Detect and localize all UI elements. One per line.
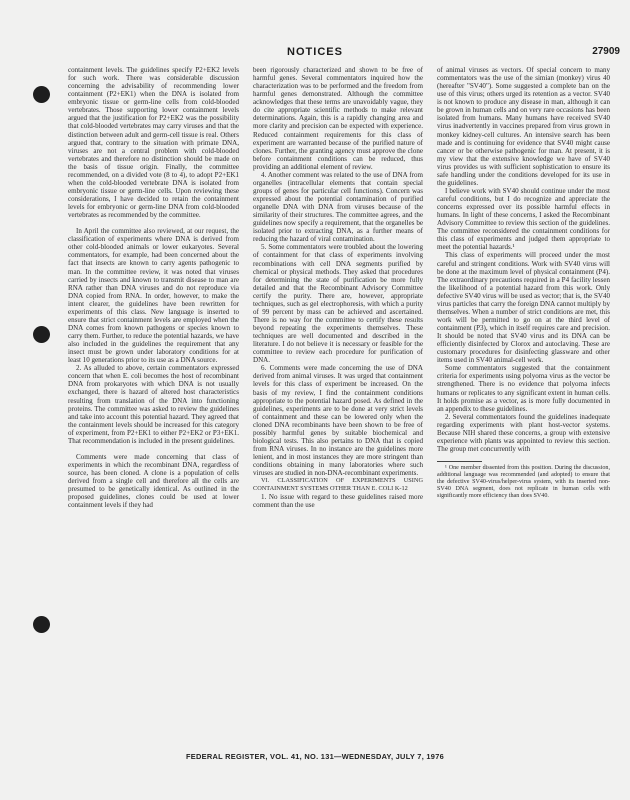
section-heading: VI. CLASSIFICATION OF EXPERIMENTS USING CONTAINMENT SYSTEMS OTHER THAN E. COLI K-12 [253, 477, 423, 493]
paragraph: Some commentators suggested that the containment criteria for experiments using polyoma virus as the vector be strengthened. There is no evidence that polyoma infects humans or replicates to any significant extent in human cells. It holds promise as a vector, as is more fully documented in an appendix to these guidelines. [437, 364, 610, 413]
binder-hole [33, 616, 50, 633]
page-title: NOTICES [287, 46, 343, 58]
page-footer: FEDERAL REGISTER, VOL. 41, NO. 131—WEDNESDAY, JULY 7, 1976 [185, 752, 445, 761]
paragraph: been rigorously characterized and shown to be free of harmful genes. Several commentators inquired how the characterization was to be performed and the freedom from harmful genes demonstrated. Although the committee acknowledges that these terms are unavoidably vague, they do cite appropriate scientific methods to make relevant determinations. Again, this is a rapidly changing area and more clarity and precision can be expected with experience. Reduced containment requirements for this class of experiment are warranted because of the purified nature of clones. Further, the granting agency must approve the clone before containment conditions can be reduced, thus providing an additional element of review. [253, 66, 423, 171]
paragraph: 2. Several commentators found the guidelines inadequate regarding experiments with plant host-vector systems. Because NIH shared these concerns, a group with extensive experience with plants was appointed to review this section. The group met concurrently with [437, 412, 610, 453]
page-number: 27909 [592, 46, 620, 57]
paragraph: This class of experiments will proceed under the most careful and stringent conditions. Work with SV40 virus will be done at the maximum level of physical containment (P4). The extraordinary precautions required in a P4 facility lessen the likelihood of a potential hazard from this work. Only defective SV40 virus will be used as vector; that is, the SV40 virus particles that carry the foreign DNA cannot multiply by themselves. When a number of strict conditions are met, this work will be permitted to go on at the third level of containment (P3), which in itself requires care and precision. It should be noted that SV40 virus and its DNA can be efficiently disinfected by Clorox and autoclaving. These are customary procedures for disinfecting glassware and other items used in SV40 animal-cell work. [437, 251, 611, 365]
footnote: ¹ One member dissented from this position. During the discussion, additional language was recommended (and adopted) to ensure that the defective SV40-virus/helper-virus system, with its inserted non-SV40 DNA segment, does not replicate in human cells with significantly more efficiency than does SV40. [437, 465, 610, 499]
paragraph: of animal viruses as vectors. Of special concern to many commentators was the use of the simian (monkey) virus 40 (hereafter "SV40"). Some suggested a complete ban on the use of this virus; others urged its retention as a vector. SV40 is not known to produce any disease in man, although it can be grown in human cells and on very rare occasions has been isolated from humans. Many humans have received SV40 virus inadvertently in vaccines prepared from virus grown in monkey kidney-cell cultures. An intensive search has been made and is continuing for evidence that SV40 might cause cancer or be otherwise pathogenic for man. At present, it is my view that the extensive knowledge we have of SV40 virus provides us with sufficient sophistication to ensure its safe handling under the conditions developed for its use in the guidelines. [437, 66, 610, 187]
text-column-2 [253, 66, 423, 509]
paragraph: 4. Another comment was related to the use of DNA from organelles (intracellular elements that contain special groups of genes for particular cell functions). Concern was expressed about the potential contamination of purified organelle DNA with DNA from viruses because of the similarity of their structures. The committee agrees, and the guidelines now specify a requirement, that the organelles be isolated prior to extracting DNA, as a further means of reducing the hazard of viral contamination. [253, 170, 423, 244]
paragraph: 6. Comments were made concerning the use of DNA derived from animal viruses. It was urged that containment levels for this class of experiment be increased. On the basis of my review, I find the containment conditions appropriate to the potential hazard posed. As defined in the guidelines, experiments are to be done at very strict levels of containment and these can be lowered only when the cloned DNA recombinants have been shown to be free of possibly harmful genes by suitable biochemical and biological tests. This also pertains to DNA that is copied from RNA viruses. In no instance are the guidelines more lenient, and in most instances they are more stringent than conditions obtaining in many laboratories where such viruses are studied in non-DNA-recombinant experiments. [253, 364, 423, 478]
binder-hole [33, 86, 50, 103]
paragraph: I believe work with SV40 should continue under the most careful conditions, but I do recognize and appreciate the concerns expressed over its possible harmful effects in humans. In light of these concerns, I asked the Recombinant Advisory Committee to review this section of the guidelines. The committee reconsidered the containment conditions for this class of experiments and judged them appropriate to meet the potential hazards.¹ [437, 186, 610, 252]
paragraph: containment levels. The guidelines specify P2+EK2 levels for such work. There was considerable discussion concerning the advisability of recommending lower containment (P2+EK1) when the DNA is isolated from embryonic tissue or germ-line cells from cold-blooded vertebrates. Those supporting lower containment levels argued that the justification for P2+EK2 was the possibility that cold-blooded vertebrates may carry viruses and that the distinction between adult and germ-cell tissue is real. Others argued that, contrary to the situation with primate DNA, viruses are not a central problem with cold-blooded vertebrates and therefore no distinction should be made on the basis of tissue origin. Finally, the committee recommended, on a divided vote (8 to 4), to adopt P2+EK1 when the cold-blooded vertebrate DNA is isolated from embryonic tissue or germ-line cells. Upon reviewing these considerations, I have decided to retain the containment levels for embryonic or germ-line DNA from cold-blooded vertebrates as recommended by the committee. [68, 66, 239, 220]
text-column-3 [437, 66, 610, 500]
paragraph: In April the committee also reviewed, at our request, the classification of experiments where DNA is derived from other cold-blooded animals or lower eukaryotes. Several commentators, for example, had been concerned about the fact that insects are known to carry agents pathogenic to man. In the committee review, it was noted that viruses carried by insects and known to transmit disease to man are RNA rather than DNA viruses and do not reproduce via DNA copied from RNA. In order, however, to make the intent clearer, the guidelines have been rewritten for experiments of this class. New language is inserted to ensure that strict containment levels are employed when the DNA comes from known pathogens or species known to carry them. Further, to reduce the potential hazards, we have also included in the guidelines the requirement that any insect must be grown under laboratory conditions for at least 10 generations prior to its use as a DNA source. [68, 227, 239, 365]
paragraph: Comments were made concerning that class of experiments in which the recombinant DNA, regardless of source, has been cloned. A clone is a population of cells derived from a single cell and therefore all the cells are presumed to be genetically identical. As outlined in the proposed guidelines, clones could be used at lower containment levels if they had [68, 452, 239, 510]
binder-hole [33, 326, 50, 343]
paragraph: 2. As alluded to above, certain commentators expressed concern that when E. coli becomes the host of recombinant DNA from prokaryotes with which DNA is not usually exchanged, there is hazard of altered host characteristics resulting from translation of the DNA into functioning proteins. The committee was asked to review the guidelines and take into account this potential hazard. They agreed that the containment levels should be increased for this category of experiment, from P2+EK1 to either P2+EK2 or P3+EK1. That recommendation is included in the present guidelines. [68, 364, 239, 445]
footnote-divider [437, 461, 482, 462]
paragraph: 1. No issue with regard to these guidelines raised more comment than the use [253, 493, 423, 510]
text-column-1 [68, 66, 239, 509]
paragraph: 5. Some commentators were troubled about the lowering of containment for that class of experiments involving recombinations with cell DNA segments purified by chemical or physical methods. They asked that procedures for determining the state of purification be more fully detailed and that the Recombinant Advisory Committee certify the purity. There are, however, appropriate techniques, such as gel electrophoresis, with which a purity of 99 percent by mass can be achieved and ascertained. There is no way for the committee to certify these results beyond repeating the experiments themselves. These techniques are well documented and described in the literature. I do not believe it is necessary or feasible for the committee to review each procedure for purification of DNA. [253, 243, 423, 365]
